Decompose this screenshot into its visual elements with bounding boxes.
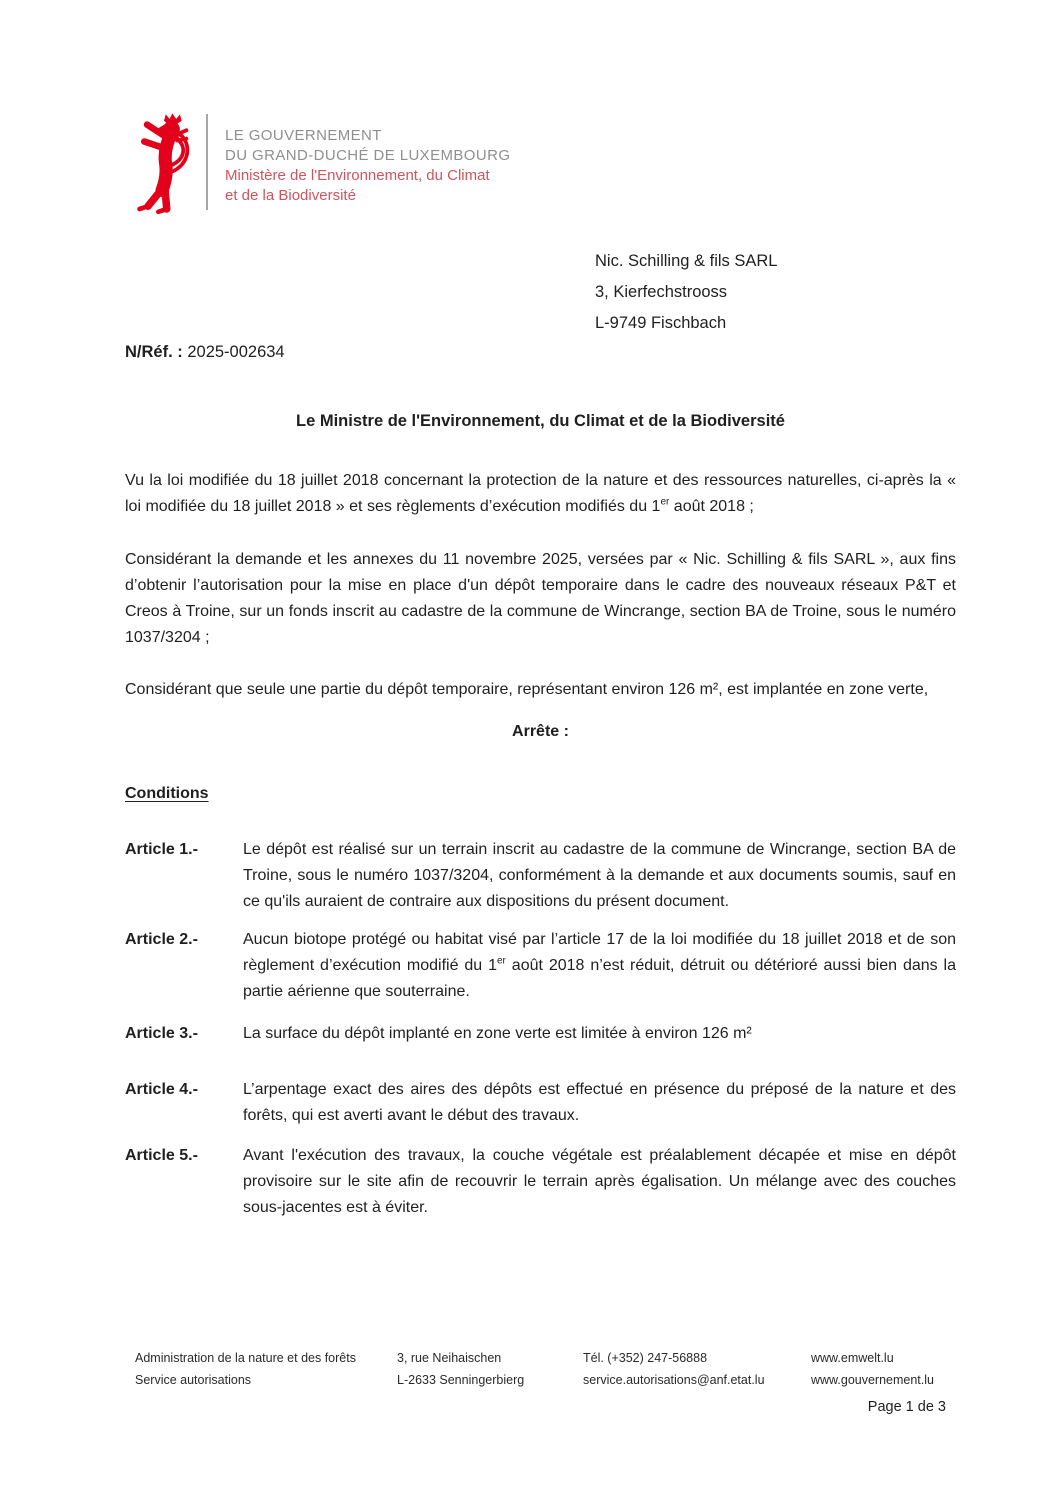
article-4-text (243, 1077, 956, 1129)
article-3-row (125, 1021, 956, 1047)
reference-value: 2025-002634 (187, 343, 285, 361)
footer-admin-line2: Service autorisations (135, 1373, 252, 1387)
article-text: L’arpentage exact des aires des dépôts est effectué en présence du préposé de la nature et des forêts, qui est averti avant le début des travaux. (243, 1081, 956, 1124)
paragraph-text: Vu la loi modifiée du 18 juillet 2018 concernant la protection de la nature et des ressources naturelles, ci-après la « loi modifiée du 18 juillet 2018 » et ses règlements d’exécution modifiés du 1 (125, 472, 956, 515)
letter-footer (135, 1347, 956, 1391)
letterhead-divider (206, 114, 208, 210)
luxembourg-lion-icon (133, 112, 193, 216)
superscript-er: er (496, 955, 506, 967)
article-text: août 2018 n’est réduit, détruit ou détérioré aussi bien dans la partie aérienne que souterraine. (243, 957, 956, 1000)
footer-phone: Tél. (+352) 247-56888 (583, 1351, 708, 1365)
document-title: Le Ministre de l'Environnement, du Climat et de la Biodiversité (296, 412, 785, 430)
footer-address-line1: 3, rue Neihaischen (397, 1351, 502, 1365)
article-text: Le dépôt est réalisé sur un terrain inscrit au cadastre de la commune de Wincrange, section BA de Troine, sous le numéro 1037/3204, conformément à la demande et aux documents soumis, sauf en ce qu'ils auraient de contraire aux dispositions du présent document. (243, 841, 956, 910)
article-text: Aucun biotope protégé ou habitat visé par l’article 17 de la loi modifiée du 18 juillet 2018 et de son règlement d’exécution modifié du 1 (243, 931, 956, 974)
government-letterhead (133, 112, 510, 216)
reference-label: N/Réf. : (125, 343, 183, 361)
article-1-row (125, 837, 956, 915)
footer-email: service.autorisations@anf.etat.lu (583, 1373, 765, 1387)
conditions-heading: Conditions (125, 785, 209, 802)
arrete-heading: Arrête : (512, 723, 569, 740)
article-4-row (125, 1077, 956, 1129)
paragraph-text: Considérant la demande et les annexes du 11 novembre 2025, versées par « Nic. Schilling & fils SARL », aux fins d’obtenir l’autorisation pour la mise en place d'un dépôt temporaire dans le cadre des nouveaux réseaux P&T et Creos à Troine, sur un fonds inscrit au cadastre de la commune de Wincrange, section BA de Troine, sous le numéro 1037/3204 ; (125, 551, 956, 646)
article-5-text (243, 1143, 956, 1221)
recipient-address (595, 246, 777, 339)
paragraph-vu-la-loi (125, 468, 956, 520)
recipient-street: 3, Kierfechstrooss (595, 283, 728, 301)
government-name-line1: LE GOUVERNEMENT (225, 127, 382, 144)
footer-websites (811, 1347, 956, 1391)
article-text: Avant l'exécution des travaux, la couche végétale est préalablement décapée et mise en dépôt provisoire sur le site afin de recouvrir le terrain après égalisation. Un mélange avec des couches sous-jacentes est à éviter. (243, 1147, 956, 1216)
article-5-label: Article 5.- (125, 1147, 198, 1164)
paragraph-considerant-demande (125, 547, 956, 651)
letterhead-text (225, 112, 510, 206)
footer-address (397, 1347, 583, 1391)
recipient-name: Nic. Schilling & fils SARL (595, 252, 778, 270)
reference-line (125, 343, 285, 362)
footer-website-emwelt: www.emwelt.lu (811, 1351, 894, 1365)
ministry-name-line1: Ministère de l'Environnement, du Climat (225, 167, 490, 184)
footer-administration (135, 1347, 397, 1391)
article-1-text (243, 837, 956, 915)
article-2-row (125, 927, 956, 1005)
paragraph-text: Considérant que seule une partie du dépôt temporaire, représentant environ 126 m², est implantée en zone verte, (125, 681, 929, 698)
footer-address-line2: L-2633 Senningerbierg (397, 1373, 525, 1387)
page-number: Page 1 de 3 (867, 1399, 946, 1415)
recipient-city: L-9749 Fischbach (595, 314, 727, 332)
footer-contact (583, 1347, 811, 1391)
article-4-label: Article 4.- (125, 1081, 198, 1098)
article-3-text (243, 1021, 956, 1047)
government-name-line2: DU GRAND-DUCHÉ DE LUXEMBOURG (225, 147, 511, 164)
superscript-er: er (660, 496, 670, 508)
article-2-label: Article 2.- (125, 931, 198, 948)
article-1-label: Article 1.- (125, 841, 198, 858)
article-3-label: Article 3.- (125, 1025, 198, 1042)
article-2-text (243, 927, 956, 1005)
footer-website-gouvernement: www.gouvernement.lu (811, 1373, 934, 1387)
letter-body (125, 408, 956, 1221)
article-5-row (125, 1143, 956, 1221)
paragraph-considerant-zone-verte (125, 677, 956, 703)
paragraph-text: août 2018 ; (669, 498, 754, 515)
article-text: La surface du dépôt implanté en zone verte est limitée à environ 126 m² (243, 1025, 752, 1042)
footer-admin-line1: Administration de la nature et des forêts (135, 1351, 356, 1365)
ministry-name-line2: et de la Biodiversité (225, 187, 356, 204)
